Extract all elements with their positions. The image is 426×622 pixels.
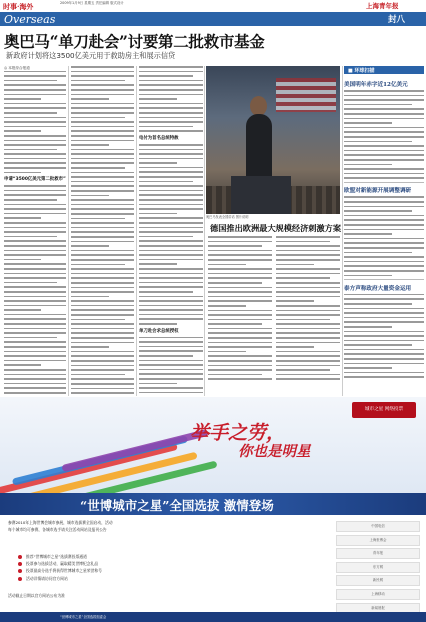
- issue-meta: 2009年1月9日 星期五 责任编辑 版式设计: [60, 1, 124, 5]
- ad-footer-text: 活动截止日期以官方网站公布为准: [8, 593, 65, 598]
- article-column-1: [4, 66, 66, 394]
- sponsor-logo: 上海世博会: [336, 535, 420, 546]
- brief-divider: [344, 279, 424, 280]
- sidebar-briefs: [344, 76, 424, 394]
- speaker-head-graphic: [250, 96, 267, 116]
- column-subhead: 电付为首名总统特赦: [139, 135, 179, 141]
- paper-logo: 上海青年报: [366, 2, 399, 10]
- article-column-5: [276, 236, 340, 394]
- ad-logo: 城市之星 网络投票: [352, 402, 416, 418]
- ad-title: “世博城市之星”全国选拔 激情登场: [80, 498, 274, 513]
- brief-title: 泰方声称政府大量资金运用: [344, 285, 412, 292]
- overseas-label: Overseas: [4, 13, 56, 26]
- article-column-4: [208, 236, 272, 394]
- list-item: 投票参与选拔活动，赢取精美世博纪念礼品: [18, 560, 318, 567]
- ad-body: [8, 521, 326, 535]
- sidebar-header-label: ■ 环球扫描: [348, 68, 375, 74]
- sponsor-logo: 东方网: [336, 562, 420, 573]
- bullet-icon: [18, 555, 22, 559]
- brief-divider: [344, 182, 424, 183]
- ad-bottom-text: “世博城市之星”全国选拔组委会: [60, 615, 107, 619]
- ad-slogan: 举手之劳，: [190, 422, 286, 444]
- list-item: 投票最高分选手将获得世博城市之星荣誉称号: [18, 567, 318, 574]
- sponsor-logos: [336, 521, 420, 616]
- overseas-banner: [0, 12, 426, 26]
- ad-paragraph: 每个城市均可参赛，各城市选手请关注活动网站及报刊公告: [8, 527, 107, 533]
- column-divider: [136, 66, 137, 396]
- sponsor-logo: 新闻晨报: [336, 603, 420, 614]
- sponsor-logo: 新民网: [336, 575, 420, 586]
- sponsor-logo: 中国电信: [336, 521, 420, 532]
- article-column-3: [139, 66, 203, 394]
- column-subhead: 单刀赴会求总统授权: [139, 328, 179, 334]
- byline: ◎ 本报综合报道: [4, 66, 30, 70]
- bullet-icon: [18, 577, 22, 581]
- ad-list: [18, 553, 318, 582]
- article-title-germany: 德国推出欧洲最大规模经济刺激方案: [210, 223, 342, 233]
- section-label: 时事·海外: [3, 2, 34, 11]
- photo-caption: 奥巴马发表全国讲话 图片说明: [206, 215, 249, 219]
- column-divider: [204, 66, 205, 396]
- sponsor-logo: 青年报: [336, 548, 420, 559]
- list-item: 推荐“世博城市之星”选拔赛投票通道: [18, 553, 318, 560]
- brief-title: 欧盟对新能源开展调整调研: [344, 188, 412, 195]
- article-column-2: [71, 66, 134, 394]
- flag-graphic: [276, 78, 336, 112]
- subheadline: 新政府计划将这3500亿美元用于救助房主和展示信贷: [6, 51, 176, 60]
- ad-slogan: 你也是明星: [238, 443, 311, 460]
- list-item: 活动详情请访问官方网站: [18, 575, 318, 582]
- bullet-icon: [18, 569, 22, 573]
- page-title: 奥巴马“单刀赴会”讨要第二批救市基金: [4, 32, 265, 51]
- column-subhead: 申请“3500亿美元第二批救市”: [4, 177, 66, 183]
- brief-title: 美国明年赤字近12亿美元: [344, 82, 408, 88]
- column-divider: [342, 66, 343, 396]
- bullet-icon: [18, 562, 22, 566]
- ad-paragraph: 参赛2010年上海世博会城市参展，城市选拔赛全国启动，活动: [8, 520, 113, 525]
- page-number: 封八: [388, 15, 406, 25]
- sponsor-logo: 上海移动: [336, 589, 420, 600]
- news-photo: [206, 66, 340, 214]
- podium-graphic: [231, 176, 291, 214]
- column-divider: [68, 66, 69, 396]
